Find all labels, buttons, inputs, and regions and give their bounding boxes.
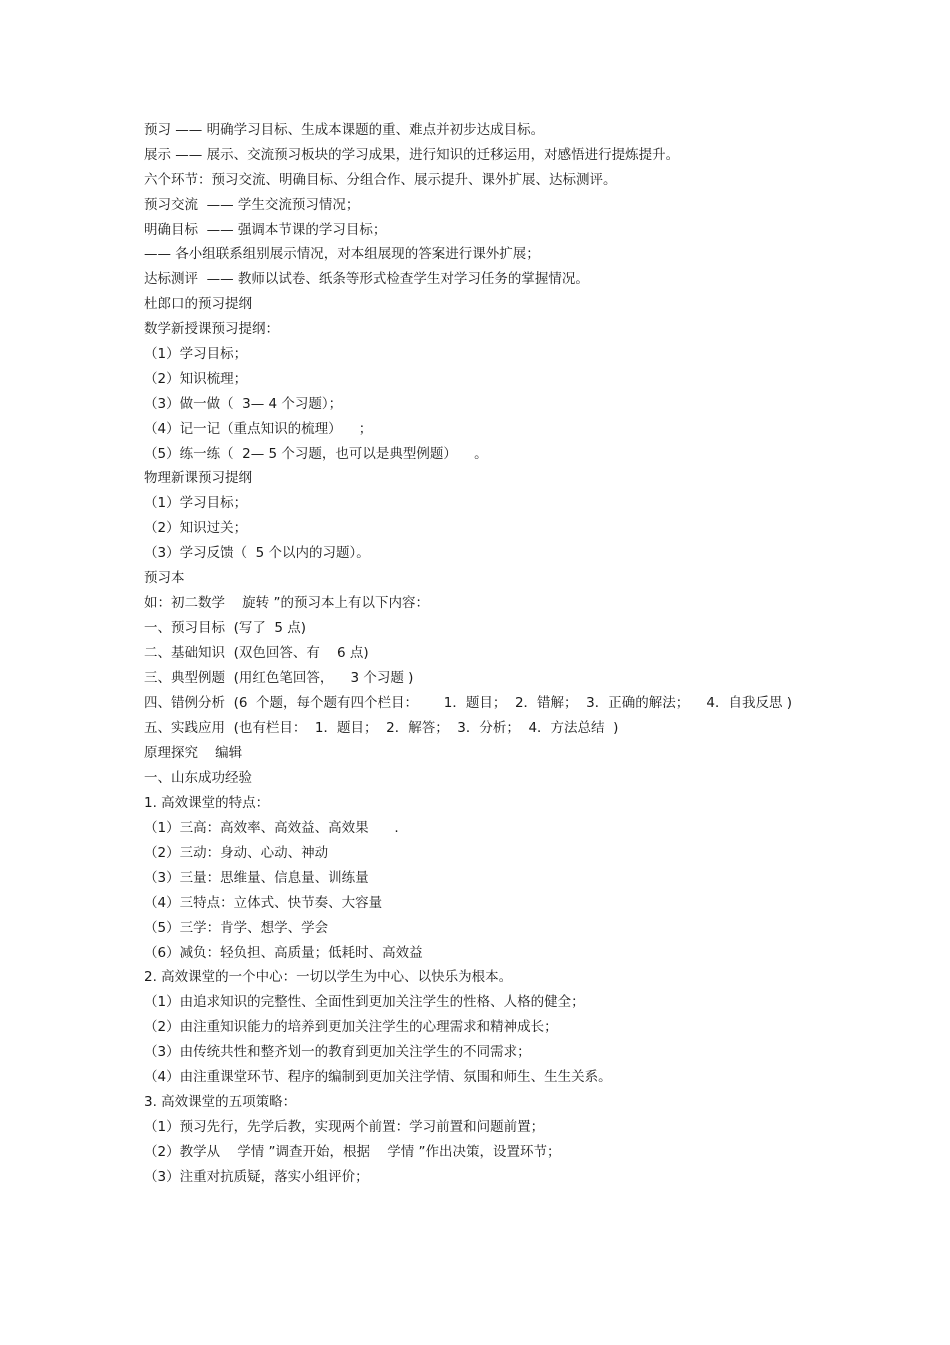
list-item: （5）练一练（ 2— 5 个习题，也可以是典型例题） 。 bbox=[144, 445, 488, 462]
text-line: 预习 —— 明确学习目标、生成本课题的重、难点并初步达成目标。 bbox=[144, 122, 545, 138]
list-item: （1）预习先行，先学后教，实现两个前置：学习前置和问题前置； bbox=[144, 1118, 545, 1135]
text-line: 3. 高效课堂的五项策略： bbox=[144, 1093, 297, 1110]
list-item: （2）知识梳理； bbox=[144, 370, 248, 387]
text-line: 展示 —— 展示、交流预习板块的学习成果，进行知识的迁移运用，对感悟进行提炼提升。 bbox=[144, 146, 680, 163]
section-heading: 原理探究 编辑 bbox=[144, 745, 243, 762]
document-body bbox=[144, 118, 814, 1189]
list-item: （1）三高：高效率、高效益、高效果 . bbox=[144, 820, 399, 837]
list-item: （2）知识过关； bbox=[144, 520, 248, 537]
list-item: 三、典型例题 (用红色笔回答， 3 个习题 ) bbox=[144, 669, 414, 686]
list-item: （2）三动：身动、心动、神动 bbox=[144, 844, 329, 861]
list-item: （4）记一记（重点知识的梳理） ； bbox=[144, 420, 373, 437]
list-item: （3）由传统共性和整齐划一的教育到更加关注学生的不同需求； bbox=[144, 1044, 531, 1061]
section-heading: 预习本 bbox=[144, 570, 185, 587]
list-item: （3）三量：思维量、信息量、训练量 bbox=[144, 869, 369, 886]
text-line: 如：初二数学 旋转 ”的预习本上有以下内容： bbox=[144, 594, 429, 611]
section-heading: 杜郎口的预习提纲 bbox=[144, 296, 252, 313]
list-item: （1）由追求知识的完整性、全面性到更加关注学生的性格、人格的健全； bbox=[144, 994, 585, 1011]
text-line: 预习交流 —— 学生交流预习情况； bbox=[144, 196, 360, 213]
list-item: （1）学习目标； bbox=[144, 346, 248, 363]
list-item: 五、实践应用 (也有栏目： 1．题目； 2．解答； 3．分析； 4．方法总结 ) bbox=[144, 720, 619, 737]
text-line: 数学新授课预习提纲： bbox=[144, 321, 279, 338]
list-item: 一、预习目标 (写了 5 点) bbox=[144, 619, 307, 636]
text-line: 达标测评 —— 教师以试卷、纸条等形式检查学生对学习任务的掌握情况。 bbox=[144, 271, 589, 288]
text-line: —— 各小组联系组别展示情况，对本组展现的答案进行课外扩展； bbox=[144, 246, 540, 263]
list-item: 四、错例分析 (6 个题，每个题有四个栏目： 1．题目； 2．错解； 3．正确的解法； 4．自我反思 ) bbox=[144, 695, 793, 712]
list-item: （3）注重对抗质疑，落实小组评价； bbox=[144, 1168, 369, 1185]
text-line: 1. 高效课堂的特点： bbox=[144, 795, 270, 812]
list-item: （1）学习目标； bbox=[144, 495, 248, 512]
section-heading: 物理新课预习提纲 bbox=[144, 470, 252, 487]
list-item: （4）由注重课堂环节、程序的编制到更加关注学情、氛围和师生、生生关系。 bbox=[144, 1068, 612, 1085]
list-item: （2）由注重知识能力的培养到更加关注学生的心理需求和精神成长； bbox=[144, 1019, 558, 1036]
list-item: （6）减负：轻负担、高质量；低耗时、高效益 bbox=[144, 944, 423, 961]
list-item: （5）三学：肯学、想学、学会 bbox=[144, 919, 329, 936]
text-line: 2. 高效课堂的一个中心：一切以学生为中心、以快乐为根本。 bbox=[144, 969, 513, 986]
list-item: （3）学习反馈（ 5 个以内的习题）。 bbox=[144, 545, 370, 562]
text-line: 六个环节：预习交流、明确目标、分组合作、展示提升、课外扩展、达标测评。 bbox=[144, 171, 617, 188]
list-item: （3）做一做（ 3— 4 个习题）； bbox=[144, 395, 343, 412]
section-heading: 一、山东成功经验 bbox=[144, 770, 252, 787]
text-line: 明确目标 —— 强调本节课的学习目标； bbox=[144, 221, 387, 238]
list-item: 二、基础知识 (双色回答、有 6 点) bbox=[144, 644, 369, 661]
list-item: （2）教学从 学情 ”调查开始，根据 学情 ”作出决策，设置环节； bbox=[144, 1143, 561, 1160]
list-item: （4）三特点：立体式、快节奏、大容量 bbox=[144, 894, 383, 911]
